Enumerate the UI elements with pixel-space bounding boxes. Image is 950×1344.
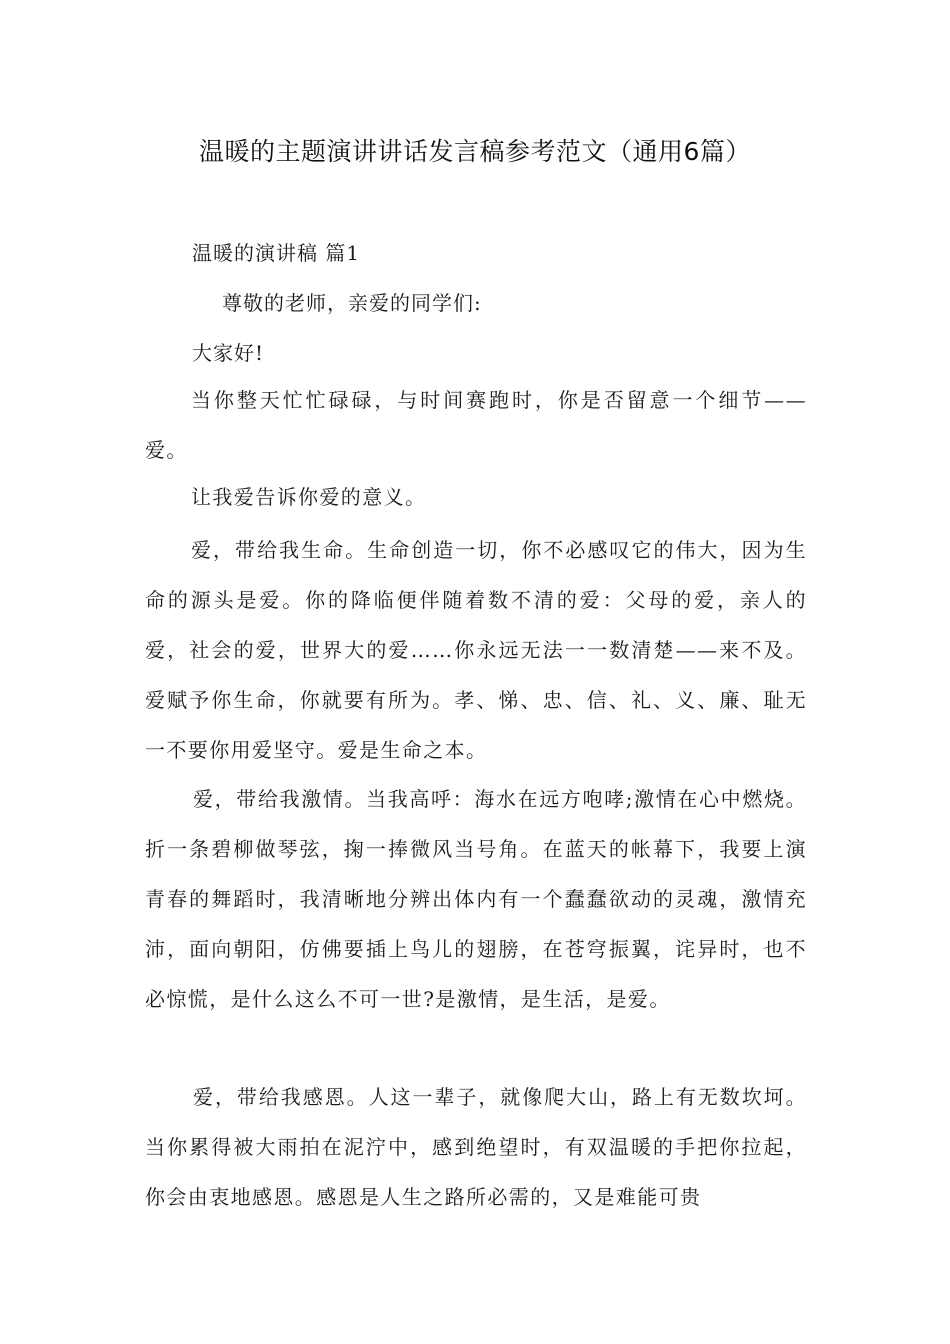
greeting: 大家好! [192, 341, 265, 365]
paragraph: 爱，带给我激情。当我高呼：海水在远方咆哮;激情在心中燃烧。折一条碧柳做琴弦，掬一捧微风当号角。在蓝天的帐幕下，我要上演青春的舞蹈时，我清晰地分辨出体内有一个蠢蠢欲动的灵魂，激情充沛，面向朝阳，仿佛要插上鸟儿的翅膀，在苍穹振翼，诧异时，也不必惊慌，是什么这么不可一世?是激情，是生活，是爱。 [145, 787, 807, 1011]
paragraph: 让我爱告诉你爱的意义。 [191, 485, 427, 509]
salutation: 尊敬的老师，亲爱的同学们: [222, 291, 482, 315]
paragraph: 当你整天忙忙碌碌，与时间赛跑时，你是否留意一个细节——爱。 [145, 388, 807, 462]
paragraph: 爱，带给我生命。生命创造一切，你不必感叹它的伟大，因为生命的源头是爱。你的降临便伴随着数不清的爱：父母的爱，亲人的爱，社会的爱，世界大的爱……你永远无法一一数清楚——来不及。爱赋予你生命，你就要有所为。孝、悌、忠、信、礼、义、廉、耻无一不要你用爱坚守。爱是生命之本。 [145, 538, 807, 762]
document-title: 温暖的主题演讲讲话发言稿参考范文（通用6篇） [199, 137, 751, 166]
paragraph: 爱，带给我感恩。人这一辈子，就像爬大山，路上有无数坎坷。当你累得被大雨拍在泥泞中，感到绝望时，有双温暖的手把你拉起，你会由衷地感恩。感恩是人生之路所必需的，又是难能可贵 [145, 1085, 807, 1209]
section-heading: 温暖的演讲稿 篇1 [192, 241, 361, 265]
